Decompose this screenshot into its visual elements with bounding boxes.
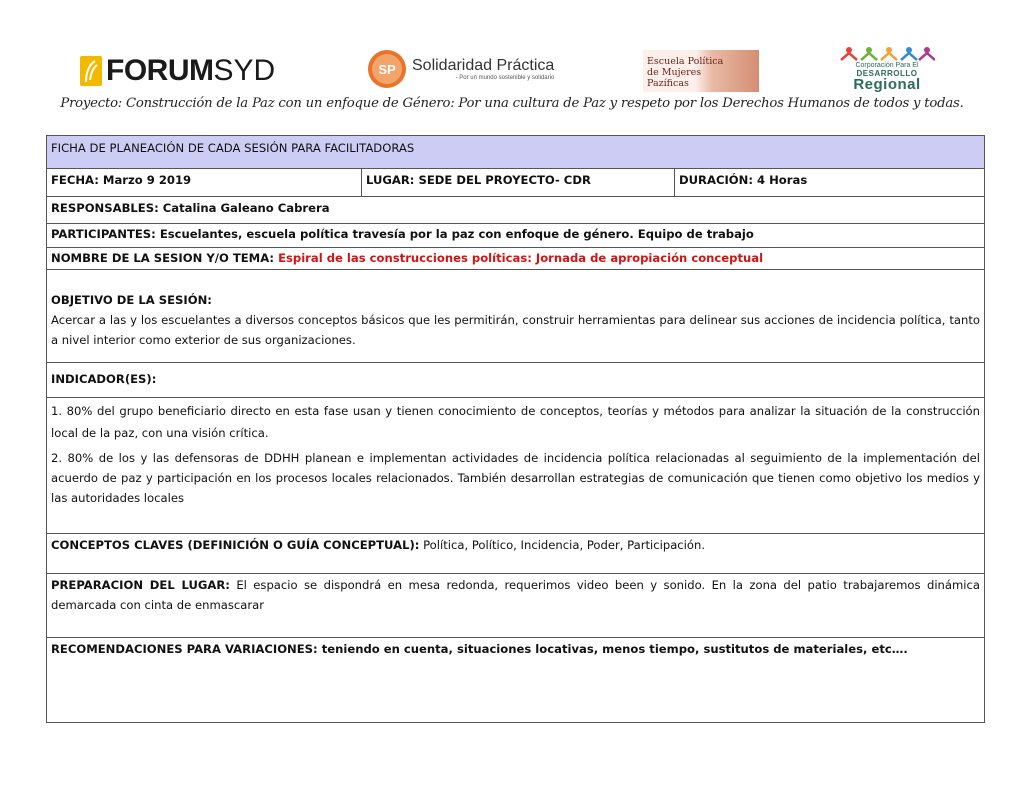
sp-name: Solidaridad Práctica — [412, 57, 555, 74]
objetivo-label: OBJETIVO DE LA SESIÓN: — [51, 293, 212, 307]
indicador-1: 1. 80% del grupo beneficiario directo en esta fase usan y tienen conocimiento de conceptos, teorías y métodos para analizar la situación de la construcción local de la paz, con una visión crítica. — [51, 404, 980, 440]
tema-value: Espiral de las construcciones políticas: Jornada de apropiación conceptual — [278, 251, 764, 265]
sp-mark: SP — [378, 61, 396, 77]
preparacion-value: El espacio se dispondrá en mesa redonda, requerimos video been y sonido. En la zona del patio trabajaremos dinámica demarcada con cinta de enmascarar — [51, 578, 980, 612]
duracion-cell — [675, 169, 984, 196]
solidaridad-practica-logo — [368, 50, 554, 88]
escuela-line-1: Escuela Política — [647, 56, 724, 67]
preparacion-label: PREPARACION DEL LUGAR: — [51, 578, 230, 592]
project-title: Proyecto: Construcción de la Paz con un enfoque de Género: Por una cultura de Paz y respeto por los Derechos Humanos de todos y todas. — [60, 96, 964, 111]
preparacion-row — [47, 574, 984, 638]
tema-row — [47, 248, 984, 270]
participantes-label: PARTICIPANTES: — [51, 227, 156, 241]
escuela-line-3: Pazíficas — [647, 78, 689, 89]
participantes-value: Escuelantes, escuela política travesía por la paz con enfoque de género. Equipo de trabajo — [155, 227, 754, 241]
tema-label: NOMBRE DE LA SESION Y/O TEMA: — [51, 251, 279, 265]
form-title: FICHA DE PLANEACIÓN DE CADA SESIÓN PARA FACILITADORAS — [51, 141, 415, 155]
responsables-row — [47, 197, 984, 224]
escuela-line-2: de Mujeres — [647, 67, 702, 78]
sp-sun-icon — [368, 50, 406, 88]
conceptos-label: CONCEPTOS CLAVES (DEFINICIÓN O GUÍA CONCEPTUAL): — [51, 538, 420, 552]
cdr-figures-icon — [839, 46, 935, 62]
cdr-line-1: Corporación Para El — [855, 62, 919, 69]
lugar-cell: LUGAR: SEDE DEL PROYECTO- CDR — [362, 169, 675, 196]
conceptos-row — [47, 534, 984, 574]
indicador-header-row — [47, 363, 984, 398]
objetivo-text: Acercar a las y los escuelantes a diversos conceptos básicos que les permitirán, construir herramientas para delinear sus acciones de incidencia política, tanto a nivel interior como exterior de sus organizaciones. — [51, 313, 980, 347]
fecha-cell: FECHA: Marzo 9 2019 — [47, 169, 362, 196]
recomendaciones-text: RECOMENDACIONES PARA VARIACIONES: teniendo en cuenta, situaciones locativas, menos tiempo, sustitutos de materiales, etc…. — [51, 642, 908, 656]
header-logos — [0, 40, 1024, 100]
cdr-line-2: DESARROLLO — [856, 69, 918, 78]
objetivo-row — [47, 270, 984, 363]
form-title-row — [47, 136, 984, 169]
forumsyd-logo — [80, 54, 275, 88]
responsables-value: Catalina Galeano Cabrera — [158, 201, 330, 215]
cdr-line-3: Regional — [853, 76, 921, 93]
escuela-politica-logo — [643, 50, 759, 92]
conceptos-value: Política, Político, Incidencia, Poder, Participación. — [419, 538, 706, 552]
date-place-duration-row — [47, 169, 984, 197]
session-planning-form — [46, 135, 985, 723]
indicador-label: INDICADOR(ES): — [51, 372, 157, 386]
cdr-logo — [832, 46, 942, 96]
participantes-row — [47, 224, 984, 248]
forumsyd-leaf-icon — [80, 56, 102, 86]
sp-tagline: - Por un mundo sostenible y solidario — [455, 75, 555, 81]
duracion-value: 4 Horas — [752, 173, 808, 187]
forumsyd-name-light: SYD — [213, 54, 276, 87]
indicador-2: 2. 80% de los y las defensoras de DDHH planean e implementan actividades de incidencia política relacionadas al seguimiento de la implementación del acuerdo de paz y participación en los procesos locales relacionados. También desarrollan estrategias de comunicación que tienen como objetivo los medios y las autoridades locales — [51, 451, 980, 505]
indicadores-row — [47, 398, 984, 534]
forumsyd-name-bold: FORUM — [106, 54, 214, 87]
duracion-label: DURACIÓN: — [679, 173, 753, 187]
recomendaciones-row — [47, 638, 984, 722]
responsables-label: RESPONSABLES: — [51, 201, 159, 215]
